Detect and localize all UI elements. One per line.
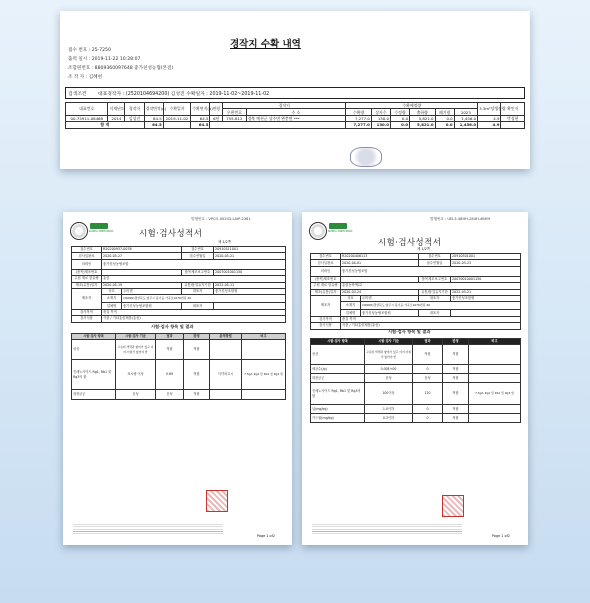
cell: 식약처고시 <box>210 360 242 390</box>
info-value: 2019-11-22 10:28:07 <box>91 57 141 62</box>
issue-number: 발행번호 : VPCO-00243-LAIP-2361 <box>191 217 251 221</box>
harvest-record-sheet <box>60 11 530 169</box>
cell: (품목)제조번호 <box>72 269 102 275</box>
cell: 상호 <box>102 288 122 294</box>
cell: 접수번호 <box>182 247 214 253</box>
cell: 세균수(/g) <box>311 365 365 374</box>
table-row <box>311 345 521 365</box>
header-cell: 시험·검사 항목 <box>311 339 365 345</box>
info-label: 출력 일시 <box>68 57 88 62</box>
cell: 업체명 <box>341 310 361 316</box>
cell: 주원 재료 함유량 <box>72 276 102 282</box>
cell: 검사식품 <box>72 316 102 322</box>
page-footer: Page 1 of2 <box>492 534 510 538</box>
cell: 7.5g/L Rg1 및 Rb1 및 Rg3 합 <box>469 383 521 405</box>
header-cell: 판정 <box>443 339 469 345</box>
cell: 2020-03-24 <box>341 289 419 295</box>
cell: 64.5 <box>144 122 163 128</box>
cell: 적합 <box>443 365 469 374</box>
cell: 64.5 <box>191 115 210 121</box>
cell: 좋가친성조합원 <box>451 295 521 301</box>
cell: 0.0 <box>435 122 454 128</box>
cell: 경북 예천군 상주면 완충면 *** <box>246 115 346 121</box>
cell: 20910501001 <box>451 254 521 260</box>
header-cell: 수확일자 <box>163 103 191 116</box>
cell: 6년 <box>210 115 223 121</box>
harvest-table <box>65 102 525 129</box>
header-cell: 결과 <box>413 339 443 345</box>
cell: 0 <box>413 365 443 374</box>
results-table <box>310 338 521 423</box>
header-cell: 수확면적(a) <box>191 103 210 116</box>
cell: 흥삼 <box>102 276 286 282</box>
cell: 대장균군 <box>311 374 365 383</box>
cell: 접수번호 <box>419 254 451 260</box>
cell: 음성 <box>116 390 156 400</box>
cell: 적합 <box>443 374 469 383</box>
cell: 0 <box>413 405 443 414</box>
org-name: KOREA MIRECPARC <box>89 230 114 233</box>
cell: 1,456.0 <box>454 115 477 121</box>
cell: 적합 <box>184 390 210 400</box>
table-row <box>72 295 286 303</box>
cell: 제조자 <box>72 288 102 309</box>
cell: 품질 목적 <box>102 309 286 315</box>
info-value: 25-7250 <box>91 48 111 53</box>
cell: 검사식품 <box>311 323 341 329</box>
cell: 0.0 <box>435 115 454 121</box>
cell: 검사일완료 <box>72 253 102 259</box>
cell: 고유의 색택과 향미가 있고 이미·이취가 없어야 함 <box>365 345 413 365</box>
cell: 2019-11-02 <box>163 115 191 121</box>
cell: 적합 <box>184 340 210 360</box>
cell: 상호 <box>341 295 361 301</box>
cell: 적합 <box>156 340 184 360</box>
cell: 검사목적 <box>72 309 102 315</box>
info-value: 김혜현 <box>88 75 103 80</box>
header-cell: 출하량 <box>410 109 435 115</box>
table-row <box>311 405 521 414</box>
cell: 0 <box>413 414 443 423</box>
cell: 고유의 색택과 향미가 있고 이미·이취가 없어야 함 <box>116 340 156 360</box>
cell: 좋가친성농협조합원 <box>361 310 419 316</box>
table-row <box>72 360 286 390</box>
certificate-title: 시험·검사성적서 <box>139 228 203 238</box>
cell: 의뢰인 <box>311 266 341 276</box>
cell: 우미렌 <box>361 295 419 301</box>
cell <box>469 405 521 414</box>
cell: 20070010001150 <box>451 276 521 282</box>
cell: 적합 <box>443 345 469 365</box>
cell: (36000)경상북도 영주시 풍기읍 가곡로1076번길 46 <box>122 295 286 303</box>
header-cell: 판정 <box>184 334 210 340</box>
cell: 적합 <box>413 345 443 365</box>
cell: 7,277.0 <box>346 122 371 128</box>
table-row <box>311 374 521 383</box>
org-emblem-icon <box>70 222 88 240</box>
table-row <box>311 266 521 276</box>
table-row <box>311 383 521 405</box>
cell: 1,456.0 <box>454 122 477 128</box>
header-cell: 확인자 <box>501 103 525 116</box>
cell: 품목제조보고번호 <box>419 276 451 282</box>
cell: 적합 <box>184 360 210 390</box>
cell: 흥삼농축액12 <box>341 283 521 289</box>
harvest-title: 경작지 수확 내역 <box>230 39 301 50</box>
cell: 성상 <box>311 345 365 365</box>
cell <box>469 374 521 383</box>
table-row <box>72 316 286 322</box>
cell: 적합 <box>443 405 469 414</box>
table-row <box>72 390 286 400</box>
cell <box>210 340 242 360</box>
cell: 의뢰인 <box>72 259 102 269</box>
cell <box>469 365 521 374</box>
cell: 5,821.0 <box>410 122 435 128</box>
cell <box>469 414 521 423</box>
org-logo-icon <box>329 223 347 229</box>
cell: 대표자 <box>182 303 214 309</box>
cell <box>210 122 346 128</box>
cell: (36000)경상북도 영주시 풍기읍 가곡로1076번길 46 <box>361 302 521 310</box>
cell: 00-75911-08468 <box>66 115 108 121</box>
table-row <box>311 302 521 310</box>
cell: 2020-05-27 <box>102 253 182 259</box>
issue-number: 발행번호 : UEL3-48HH-284H-4BHH <box>430 217 491 221</box>
search-filter-box <box>65 87 525 99</box>
cell: 업체명 <box>102 303 122 309</box>
cell: 64.5 <box>144 115 163 121</box>
cell: 0.00E+00 <box>365 365 413 374</box>
cell: 적합 <box>443 383 469 405</box>
cell: 0.0 <box>390 115 409 121</box>
page-indicator: 제 1/2쪽 <box>417 247 431 251</box>
cell: 식품 / 기타흥삼제품(흥삼) <box>341 323 521 329</box>
cell: 120 <box>413 383 443 405</box>
header-cell: 시험·검사 기준 <box>365 339 413 345</box>
cell: 대표자 <box>419 310 451 316</box>
certificate-info-table <box>310 253 521 330</box>
cell: 대표자 <box>419 295 451 301</box>
cell: 품목제조보고번호 <box>182 269 214 275</box>
header-cell: 2023 <box>454 109 477 115</box>
cell: 4.9 <box>478 122 501 128</box>
cell: 0.3이하 <box>365 414 413 423</box>
header-cell: 분석방법 <box>210 334 242 340</box>
header-cell: 상자수 <box>371 109 390 115</box>
cell <box>501 122 525 128</box>
cell: 검사목적 <box>311 316 341 322</box>
header-cell: 경작지 <box>223 103 346 109</box>
page-indicator: 제 1/2쪽 <box>218 240 232 244</box>
header-cell: 시험·검사 기준 <box>116 334 156 340</box>
header-cell: 수정량 <box>390 109 409 115</box>
cell: 박경현 <box>501 115 525 121</box>
cell: 성상 <box>72 340 116 360</box>
header-cell: 폐기량 <box>435 109 454 115</box>
header-cell: 식재년도 <box>108 103 125 116</box>
table-row <box>311 414 521 423</box>
cell: 0.69 <box>156 360 184 390</box>
cell: 4.9 <box>478 115 501 121</box>
cell: 2020-03-23 <box>451 260 521 266</box>
cell: 제조(유통)일자 <box>72 282 102 288</box>
header-cell: 3.3m²당생산량 <box>478 103 501 116</box>
cell: 2020-04-01 <box>341 260 419 266</box>
test-certificate-right <box>302 212 528 545</box>
filter-value: 대표경작자 : (2520104694200) 김성진 수확일자 : 2019-11-02~2019-11-02 <box>98 92 270 97</box>
cell: 진세노사이드 Rg1, Rb1 및 Rg3의 합 <box>311 383 365 405</box>
org-emblem-icon <box>309 222 327 240</box>
cell: 검사일완료 <box>311 260 341 266</box>
info-label: 접수 번호 <box>68 48 88 53</box>
cell: 진세노사이드 Rg1, Rb1 및 Rg3의 합 <box>72 360 116 390</box>
cell: 합 계 <box>66 122 145 128</box>
info-value: 8809360097648 좋가친성농협(본점) <box>94 66 174 71</box>
cell: 접수연월일 <box>419 260 451 266</box>
cell: 대장균군 <box>72 390 116 400</box>
cell <box>210 390 242 400</box>
cell: 접수번호 <box>72 247 102 253</box>
header-cell: 주 소 <box>246 109 346 115</box>
filter-label: 검색조건 <box>68 92 87 97</box>
certificate-title: 시험·검사성적서 <box>378 237 442 247</box>
cell <box>242 340 286 360</box>
cell: 5,821.0 <box>410 115 435 121</box>
result-section-title: 시험·검사 항목 및 결과 <box>388 329 431 334</box>
cell: 음성 <box>413 374 443 383</box>
header-cell: 수확예정량 <box>346 103 478 109</box>
table-row <box>72 259 286 269</box>
header-cell: 결과 <box>156 334 184 340</box>
cell: 김성진 <box>125 115 144 121</box>
result-section-title: 시험·검사 항목 및 결과 <box>151 324 194 329</box>
header-cell: 우편번호 <box>223 109 246 115</box>
cell: 우미렌 <box>122 288 182 294</box>
red-seal-stamp <box>206 490 228 512</box>
cell: 표시량 이상 <box>116 360 156 390</box>
cell: 2022-05-11 <box>214 282 286 288</box>
cell: 좋가친성농협조합 <box>341 266 521 276</box>
page-footer: Page 1 of2 <box>257 534 275 538</box>
cell: 유통/품질유지기한 <box>419 289 451 295</box>
cell: 755-812 <box>223 115 246 121</box>
cell: 64.5 <box>191 122 210 128</box>
cell: 2020-05-21 <box>214 253 286 259</box>
cell: 2022-03-21 <box>451 289 521 295</box>
cell: 소재지 <box>102 295 122 303</box>
fine-print <box>312 524 462 534</box>
cell: 유통/품질유지기한 <box>182 282 214 288</box>
cell: 좋가친성농협조합원 <box>122 303 182 309</box>
header-cell: 비고 <box>242 334 286 340</box>
cell: 음성 <box>365 374 413 383</box>
cell: 접수연월일 <box>182 253 214 259</box>
table-row <box>311 365 521 374</box>
cell <box>242 390 286 400</box>
info-label: 조 작 자 <box>68 75 85 80</box>
cell: 식품 / 기타흥삼제품(흥삼) <box>102 316 286 322</box>
cell: 제조자 <box>311 295 341 316</box>
cell <box>469 345 521 365</box>
cell: 0.0 <box>390 122 409 128</box>
cell: 130.0 <box>371 122 390 128</box>
header-cell: 비고 <box>469 339 521 345</box>
table-total-row <box>66 122 525 128</box>
cell: 130.0 <box>371 115 390 121</box>
cell: 제조(유통)일자 <box>311 289 341 295</box>
cell: R20200406113 <box>341 254 419 260</box>
cell: 납(mg/kg) <box>311 405 365 414</box>
cell: 접수번호 <box>311 254 341 260</box>
cell: 2020-05-19 <box>102 282 182 288</box>
header-cell: 수확량 <box>346 109 371 115</box>
official-seal-mark <box>350 147 382 167</box>
org-name: KOREA MIRECPARC <box>328 230 353 233</box>
cell: 좋가친성조합원 <box>214 288 286 294</box>
cell: 7.5g/L Rg1 및 Rb1 및 Rg3 합 <box>242 360 286 390</box>
cell: 1.0이하 <box>365 405 413 414</box>
cell: R20200937-0076 <box>102 247 182 253</box>
fine-print <box>73 524 223 534</box>
header-cell: 연령 <box>210 103 223 116</box>
test-certificate-left <box>63 212 292 545</box>
cell: 적합 <box>443 414 469 423</box>
cell: 카드뮴(mg/kg) <box>311 414 365 423</box>
cell: 7,277.0 <box>346 115 371 121</box>
cell <box>163 122 191 128</box>
cell: (품목)제조번호 <box>311 276 341 282</box>
cell: 소재지 <box>341 302 361 310</box>
cell: 2007001001150 <box>214 269 286 275</box>
certificate-info-table <box>71 246 286 323</box>
header-cell: 경작자 <box>125 103 144 116</box>
header-cell: 대표번호 <box>66 103 108 116</box>
org-logo-icon <box>90 223 108 229</box>
cell: 품질 목적 <box>341 316 521 322</box>
red-seal-stamp <box>442 495 464 517</box>
harvest-info: 접수 번호 : 25-7250 출력 일시 : 2019-11-22 10:28:07 조합원번호 : 8809360097648 좋가친성농협(본점) 조 작 자 : 김혜현 <box>68 48 174 80</box>
header-cell: 경작면적(a) <box>144 103 163 116</box>
cell: 100이상 <box>365 383 413 405</box>
cell: 2014 <box>108 115 125 121</box>
table-row <box>72 340 286 360</box>
cell: 음성 <box>156 390 184 400</box>
header-cell: 시험·검사 항목 <box>72 334 116 340</box>
cell: 20910511001 <box>214 247 286 253</box>
cell: 주원 재료 함유량 <box>311 283 341 289</box>
cell: 좋가친성농협조합 <box>102 259 286 269</box>
results-table <box>71 333 286 400</box>
cell: 대표자 <box>182 288 214 294</box>
info-label: 조합원번호 <box>68 66 91 71</box>
